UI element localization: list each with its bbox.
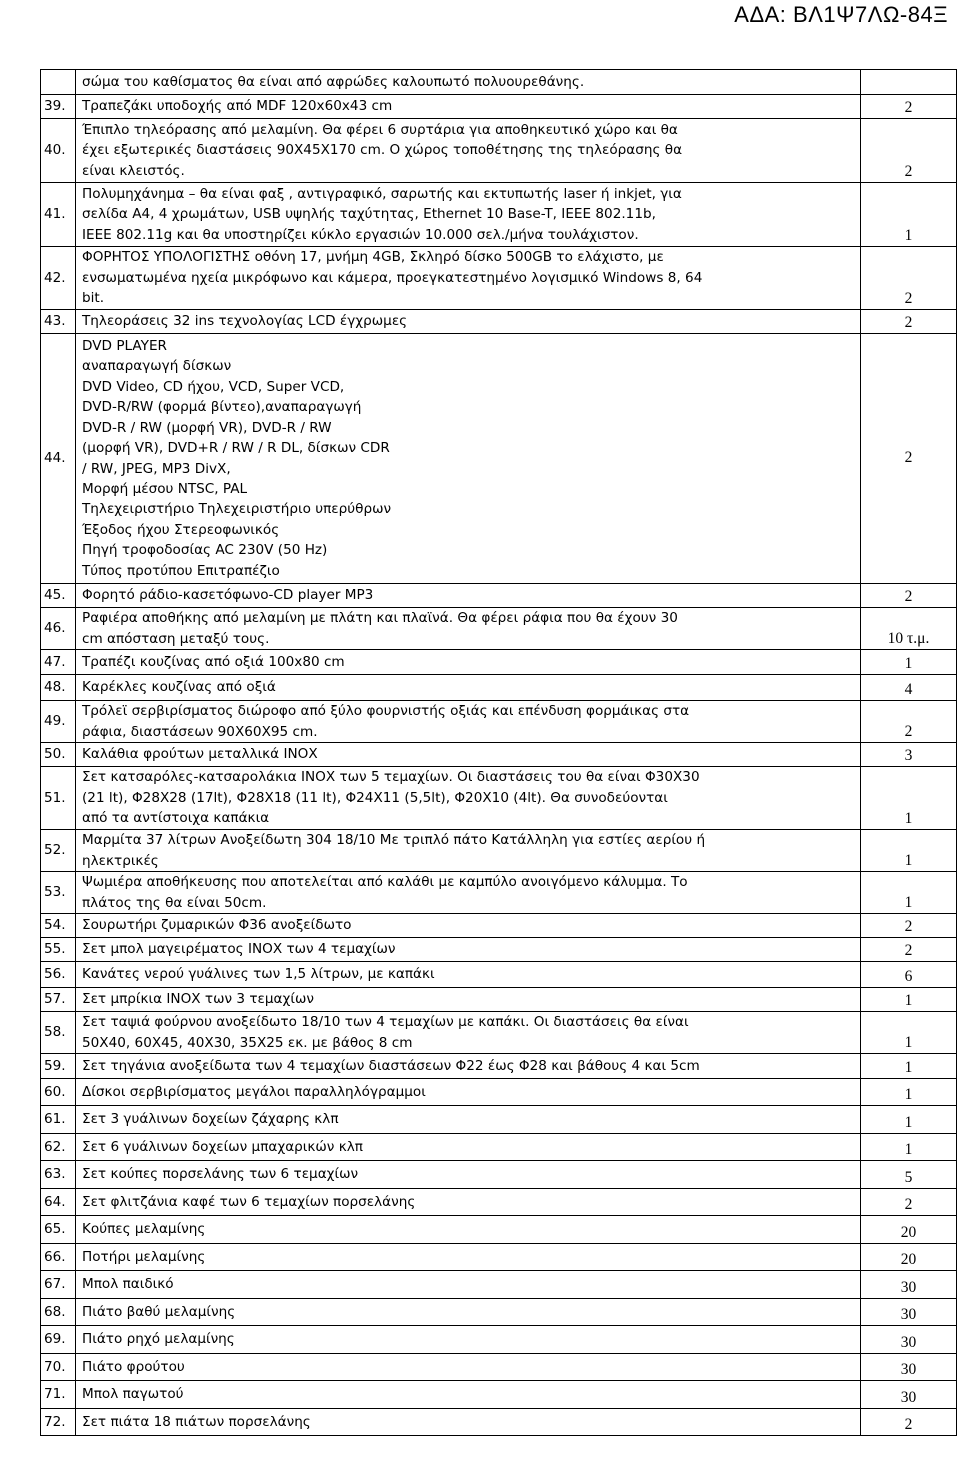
item-description: [76, 1381, 861, 1409]
description-line: bit.: [82, 290, 105, 307]
description-line: Δίσκοι σερβιρίσματος μεγάλοι παραλληλόγραμμοι: [82, 1083, 426, 1100]
description-line: Σετ φλιτζάνια καφέ των 6 τεμαχίων πορσελάνης: [82, 1193, 416, 1210]
item-description: [76, 119, 861, 183]
item-description: [76, 1354, 861, 1381]
item-number: 55.: [41, 938, 76, 962]
description-line: έχει εξωτερικές διαστάσεις 90Χ45Χ170 cm. Ο χώρος τοποθέτησης της τηλεόρασης θα: [82, 142, 683, 159]
item-description: [76, 743, 861, 767]
description-line: Κούπες μελαμίνης: [82, 1221, 206, 1238]
item-quantity: 2: [861, 95, 957, 119]
item-description: [76, 1106, 861, 1134]
item-description: [76, 1216, 861, 1244]
item-quantity: 6: [861, 962, 957, 988]
item-description: [76, 608, 861, 650]
item-number: 39.: [41, 95, 76, 119]
description-line: από τα αντίστοιχα καπάκια: [82, 810, 270, 827]
description-line: 50Χ40, 60Χ45, 40Χ30, 35Χ25 εκ. με βάθος 8 cm: [82, 1034, 413, 1051]
item-number: [41, 70, 76, 95]
item-description: [76, 1409, 861, 1436]
item-quantity: 2: [861, 310, 957, 334]
item-description: [76, 1189, 861, 1216]
table-row: [41, 767, 957, 830]
table-row: [41, 1409, 957, 1436]
description-line: DVD-R / RW (μορφή VR), DVD-R / RW: [82, 419, 332, 436]
item-quantity: 1: [861, 1106, 957, 1134]
table-row: [41, 70, 957, 95]
description-line: Σετ 3 γυάλινων δοχείων ζάχαρης κλπ: [82, 1111, 339, 1128]
description-line: Μπολ παιδικό: [82, 1276, 174, 1293]
item-quantity: 2: [861, 938, 957, 962]
item-quantity: 2: [861, 247, 957, 310]
item-description: [76, 183, 861, 247]
description-line: Σετ 6 γυάλινων δοχείων μπαχαρικών κλπ: [82, 1138, 363, 1155]
description-line: Σετ μπολ μαγειρέματος ΙΝΟΧ των 4 τεμαχίων: [82, 941, 396, 958]
description-line: Καλάθια φρούτων μεταλλικά ΙΝΟΧ: [82, 746, 318, 763]
table-row: [41, 872, 957, 914]
item-number: 72.: [41, 1409, 76, 1436]
item-number: 69.: [41, 1326, 76, 1354]
description-line: Σετ πιάτα 18 πιάτων πορσελάνης: [82, 1413, 311, 1430]
item-number: 68.: [41, 1299, 76, 1326]
item-quantity: 30: [861, 1354, 957, 1381]
items-table-body: [41, 70, 957, 1436]
description-line: Ψωμιέρα αποθήκευσης που αποτελείται από καλάθι με καμπύλο ανοιγόμενο κάλυμμα. Το: [82, 874, 688, 891]
description-line: Τραπέζι κουζίνας από οξιά 100x80 cm: [82, 653, 345, 670]
description-line: Πιάτο φρούτου: [82, 1358, 185, 1375]
item-number: 51.: [41, 767, 76, 830]
description-line: Σετ ταψιά φούρνου ανοξείδωτο 18/10 των 4 τεμαχίων με καπάκι. Οι διαστάσεις θα είναι: [82, 1014, 689, 1031]
description-line: DVD PLAYER: [82, 338, 167, 355]
item-number: 44.: [41, 334, 76, 584]
item-quantity: 2: [861, 701, 957, 743]
description-line: πλάτος της θα είναι 50cm.: [82, 894, 267, 911]
item-description: [76, 914, 861, 938]
table-row: [41, 1189, 957, 1216]
item-quantity: 20: [861, 1216, 957, 1244]
item-number: 48.: [41, 675, 76, 701]
description-line: DVD-R/RW (φορμά βίντεο),αναπαραγωγή: [82, 399, 362, 416]
table-row: [41, 1054, 957, 1079]
description-line: Πολυμηχάνημα – θα είναι φαξ , αντιγραφικό, σαρωτής και εκτυπωτής laser ή inkjet, για: [82, 185, 682, 202]
table-row: [41, 1354, 957, 1381]
table-row: [41, 1216, 957, 1244]
item-number: 43.: [41, 310, 76, 334]
table-row: [41, 1299, 957, 1326]
item-number: 49.: [41, 701, 76, 743]
item-number: 61.: [41, 1106, 76, 1134]
item-quantity: 1: [861, 650, 957, 675]
table-row: [41, 1271, 957, 1299]
table-row: [41, 183, 957, 247]
description-line: είναι κλειστός.: [82, 162, 185, 179]
item-description: [76, 767, 861, 830]
description-line: Φορητό ράδιο-κασετόφωνο-CD player MP3: [82, 587, 374, 604]
description-line: (μορφή VR), DVD+R / RW / R DL, δίσκων CDR: [82, 440, 390, 457]
item-description: [76, 247, 861, 310]
item-quantity: 2: [861, 584, 957, 608]
item-number: 70.: [41, 1354, 76, 1381]
description-line: / RW, JPEG, MP3 DivX,: [82, 460, 231, 477]
item-quantity: 2: [861, 119, 957, 183]
item-number: 46.: [41, 608, 76, 650]
description-line: Τηλεχειριστήριο Τηλεχειριστήριο υπερύθρων: [82, 501, 392, 518]
item-quantity: [861, 70, 957, 95]
table-row: [41, 830, 957, 872]
description-line: Σετ τηγάνια ανοξείδωτα των 4 τεμαχίων διαστάσεων Φ22 έως Φ28 και βάθους 4 και 5cm: [82, 1057, 700, 1074]
item-description: [76, 701, 861, 743]
description-line: Σετ μπρίκια ΙΝΟΧ των 3 τεμαχίων: [82, 991, 314, 1008]
item-quantity: 2: [861, 334, 957, 584]
item-description: [76, 988, 861, 1012]
table-row: [41, 1161, 957, 1189]
description-line: Τρόλεϊ σερβιρίσματος διώροφο από ξύλο φουρνιστής οξιάς και επένδυση φορμάικας στα: [82, 703, 690, 720]
table-row: [41, 743, 957, 767]
item-description: [76, 675, 861, 701]
item-number: 42.: [41, 247, 76, 310]
item-quantity: 3: [861, 743, 957, 767]
item-number: 62.: [41, 1134, 76, 1161]
description-line: Μορφή μέσου NTSC, PAL: [82, 480, 248, 497]
ada-code: ΑΔΑ: ΒΛ1Ψ7ΛΩ-84Ξ: [734, 2, 948, 27]
item-number: 56.: [41, 962, 76, 988]
description-line: αναπαραγωγή δίσκων: [82, 358, 232, 375]
item-description: [76, 830, 861, 872]
item-description: [76, 1299, 861, 1326]
item-number: 47.: [41, 650, 76, 675]
description-line: Μπολ παγωτού: [82, 1386, 184, 1403]
item-quantity: 10 τ.μ.: [861, 608, 957, 650]
item-number: 45.: [41, 584, 76, 608]
table-row: [41, 938, 957, 962]
item-number: 58.: [41, 1012, 76, 1054]
description-line: Πηγή τροφοδοσίας AC 230V (50 Hz): [82, 542, 328, 559]
description-line: DVD Video, CD ήχου, VCD, Super VCD,: [82, 378, 345, 395]
description-line: Σετ κατσαρόλες-κατσαρολάκια ΙΝΟΧ των 5 τεμαχίων. Οι διαστάσεις του θα είναι Φ30Χ30: [82, 769, 700, 786]
item-number: 67.: [41, 1271, 76, 1299]
table-row: [41, 962, 957, 988]
item-quantity: 4: [861, 675, 957, 701]
item-number: 60.: [41, 1079, 76, 1106]
item-quantity: 1: [861, 767, 957, 830]
table-row: [41, 1012, 957, 1054]
description-line: Ποτήρι μελαμίνης: [82, 1248, 206, 1265]
item-number: 53.: [41, 872, 76, 914]
item-number: 65.: [41, 1216, 76, 1244]
item-quantity: 5: [861, 1161, 957, 1189]
item-quantity: 1: [861, 830, 957, 872]
description-line: Τύπος προτύπου Επιτραπέζιο: [82, 562, 280, 579]
item-description: [76, 1326, 861, 1354]
description-line: Σετ κούπες πορσελάνης των 6 τεμαχίων: [82, 1166, 359, 1183]
items-table: [40, 69, 957, 1436]
description-line: ενσωματωμένα ηχεία μικρόφωνο και κάμερα, προεγκατεστημένο λογισμικό Windows 8, 64: [82, 269, 703, 286]
item-description: [76, 95, 861, 119]
description-line: Σουρωτήρι ζυμαρικών Φ36 ανοξείδωτο: [82, 917, 352, 934]
item-description: [76, 1012, 861, 1054]
description-line: Έπιπλο τηλεόρασης από μελαμίνη. Θα φέρει 6 συρτάρια για αποθηκευτικό χώρο και θα: [82, 121, 678, 138]
table-row: [41, 1326, 957, 1354]
description-line: σώμα του καθίσματος θα είναι από αφρώδες καλουπωτό πολυουρεθάνης.: [82, 73, 585, 90]
item-number: 57.: [41, 988, 76, 1012]
table-row: [41, 334, 957, 584]
item-number: 40.: [41, 119, 76, 183]
item-description: [76, 650, 861, 675]
item-description: [76, 310, 861, 334]
item-quantity: 1: [861, 988, 957, 1012]
item-quantity: 30: [861, 1381, 957, 1409]
item-quantity: 2: [861, 1409, 957, 1436]
description-line: Τηλεοράσεις 32 ins τεχνολογίας LCD έγχρωμες: [82, 313, 408, 330]
item-quantity: 2: [861, 1189, 957, 1216]
table-row: [41, 1106, 957, 1134]
item-quantity: 30: [861, 1271, 957, 1299]
item-number: 50.: [41, 743, 76, 767]
table-row: [41, 1381, 957, 1409]
item-number: 52.: [41, 830, 76, 872]
table-row: [41, 247, 957, 310]
item-description: [76, 962, 861, 988]
table-row: [41, 1244, 957, 1271]
item-quantity: 1: [861, 183, 957, 247]
item-quantity: 1: [861, 872, 957, 914]
table-row: [41, 675, 957, 701]
item-number: 64.: [41, 1189, 76, 1216]
table-row: [41, 608, 957, 650]
description-line: IEEE 802.11g και θα υποστηρίζει κύκλο εργασιών 10.000 σελ./μήνα τουλάχιστον.: [82, 226, 639, 243]
description-line: ΦΟΡΗΤΟΣ ΥΠΟΛΟΓΙΣΤΗΣ οθόνη 17, μνήμη 4GB, Σκληρό δίσκο 500GB το ελάχιστο, με: [82, 249, 664, 266]
item-quantity: 1: [861, 1134, 957, 1161]
table-row: [41, 1079, 957, 1106]
item-number: 59.: [41, 1054, 76, 1079]
description-line: σελίδα Α4, 4 χρωμάτων, USB υψηλής ταχύτητας, Ethernet 10 Base-T, IEEE 802.11b,: [82, 206, 656, 223]
item-description: [76, 1244, 861, 1271]
item-quantity: 1: [861, 1079, 957, 1106]
item-number: 71.: [41, 1381, 76, 1409]
table-row: [41, 701, 957, 743]
table-row: [41, 310, 957, 334]
item-quantity: 30: [861, 1326, 957, 1354]
description-line: cm απόσταση μεταξύ τους.: [82, 630, 270, 647]
table-row: [41, 1134, 957, 1161]
item-description: [76, 1134, 861, 1161]
item-description: [76, 584, 861, 608]
table-row: [41, 650, 957, 675]
table-row: [41, 914, 957, 938]
description-line: Κανάτες νερού γυάλινες των 1,5 λίτρων, με καπάκι: [82, 966, 435, 983]
item-quantity: 30: [861, 1299, 957, 1326]
item-description: [76, 938, 861, 962]
description-line: Έξοδος ήχου Στερεοφωνικός: [82, 521, 280, 538]
item-quantity: 1: [861, 1054, 957, 1079]
table-row: [41, 584, 957, 608]
item-description: [76, 1161, 861, 1189]
table-row: [41, 95, 957, 119]
item-number: 54.: [41, 914, 76, 938]
description-line: ράφια, διαστάσεων 90Χ60Χ95 cm.: [82, 723, 318, 740]
item-number: 41.: [41, 183, 76, 247]
description-line: Πιάτο βαθύ μελαμίνης: [82, 1303, 236, 1320]
table-row: [41, 119, 957, 183]
description-line: ηλεκτρικές: [82, 852, 159, 869]
table-row: [41, 988, 957, 1012]
item-description: [76, 1054, 861, 1079]
description-line: Τραπεζάκι υποδοχής από MDF 120x60x43 cm: [82, 98, 393, 115]
item-quantity: 1: [861, 1012, 957, 1054]
item-description: [76, 872, 861, 914]
item-quantity: 2: [861, 914, 957, 938]
description-line: (21 lt), Φ28Χ28 (17lt), Φ28Χ18 (11 lt), Φ24Χ11 (5,5lt), Φ20Χ10 (4lt). Θα συνοδεύονται: [82, 789, 668, 806]
item-description: [76, 1079, 861, 1106]
item-quantity: 20: [861, 1244, 957, 1271]
item-description: [76, 70, 861, 95]
item-number: 66.: [41, 1244, 76, 1271]
item-number: 63.: [41, 1161, 76, 1189]
item-description: [76, 1271, 861, 1299]
description-line: Καρέκλες κουζίνας από οξιά: [82, 679, 276, 696]
description-line: Ραφιέρα αποθήκης από μελαμίνη με πλάτη και πλαϊνά. Θα φέρει ράφια που θα έχουν 30: [82, 610, 678, 627]
item-description: [76, 334, 861, 584]
description-line: Πιάτο ρηχό μελαμίνης: [82, 1331, 235, 1348]
description-line: Μαρμίτα 37 λίτρων Ανοξείδωτη 304 18/10 Με τριπλό πάτο Κατάλληλη για εστίες αερίου ή: [82, 832, 706, 849]
